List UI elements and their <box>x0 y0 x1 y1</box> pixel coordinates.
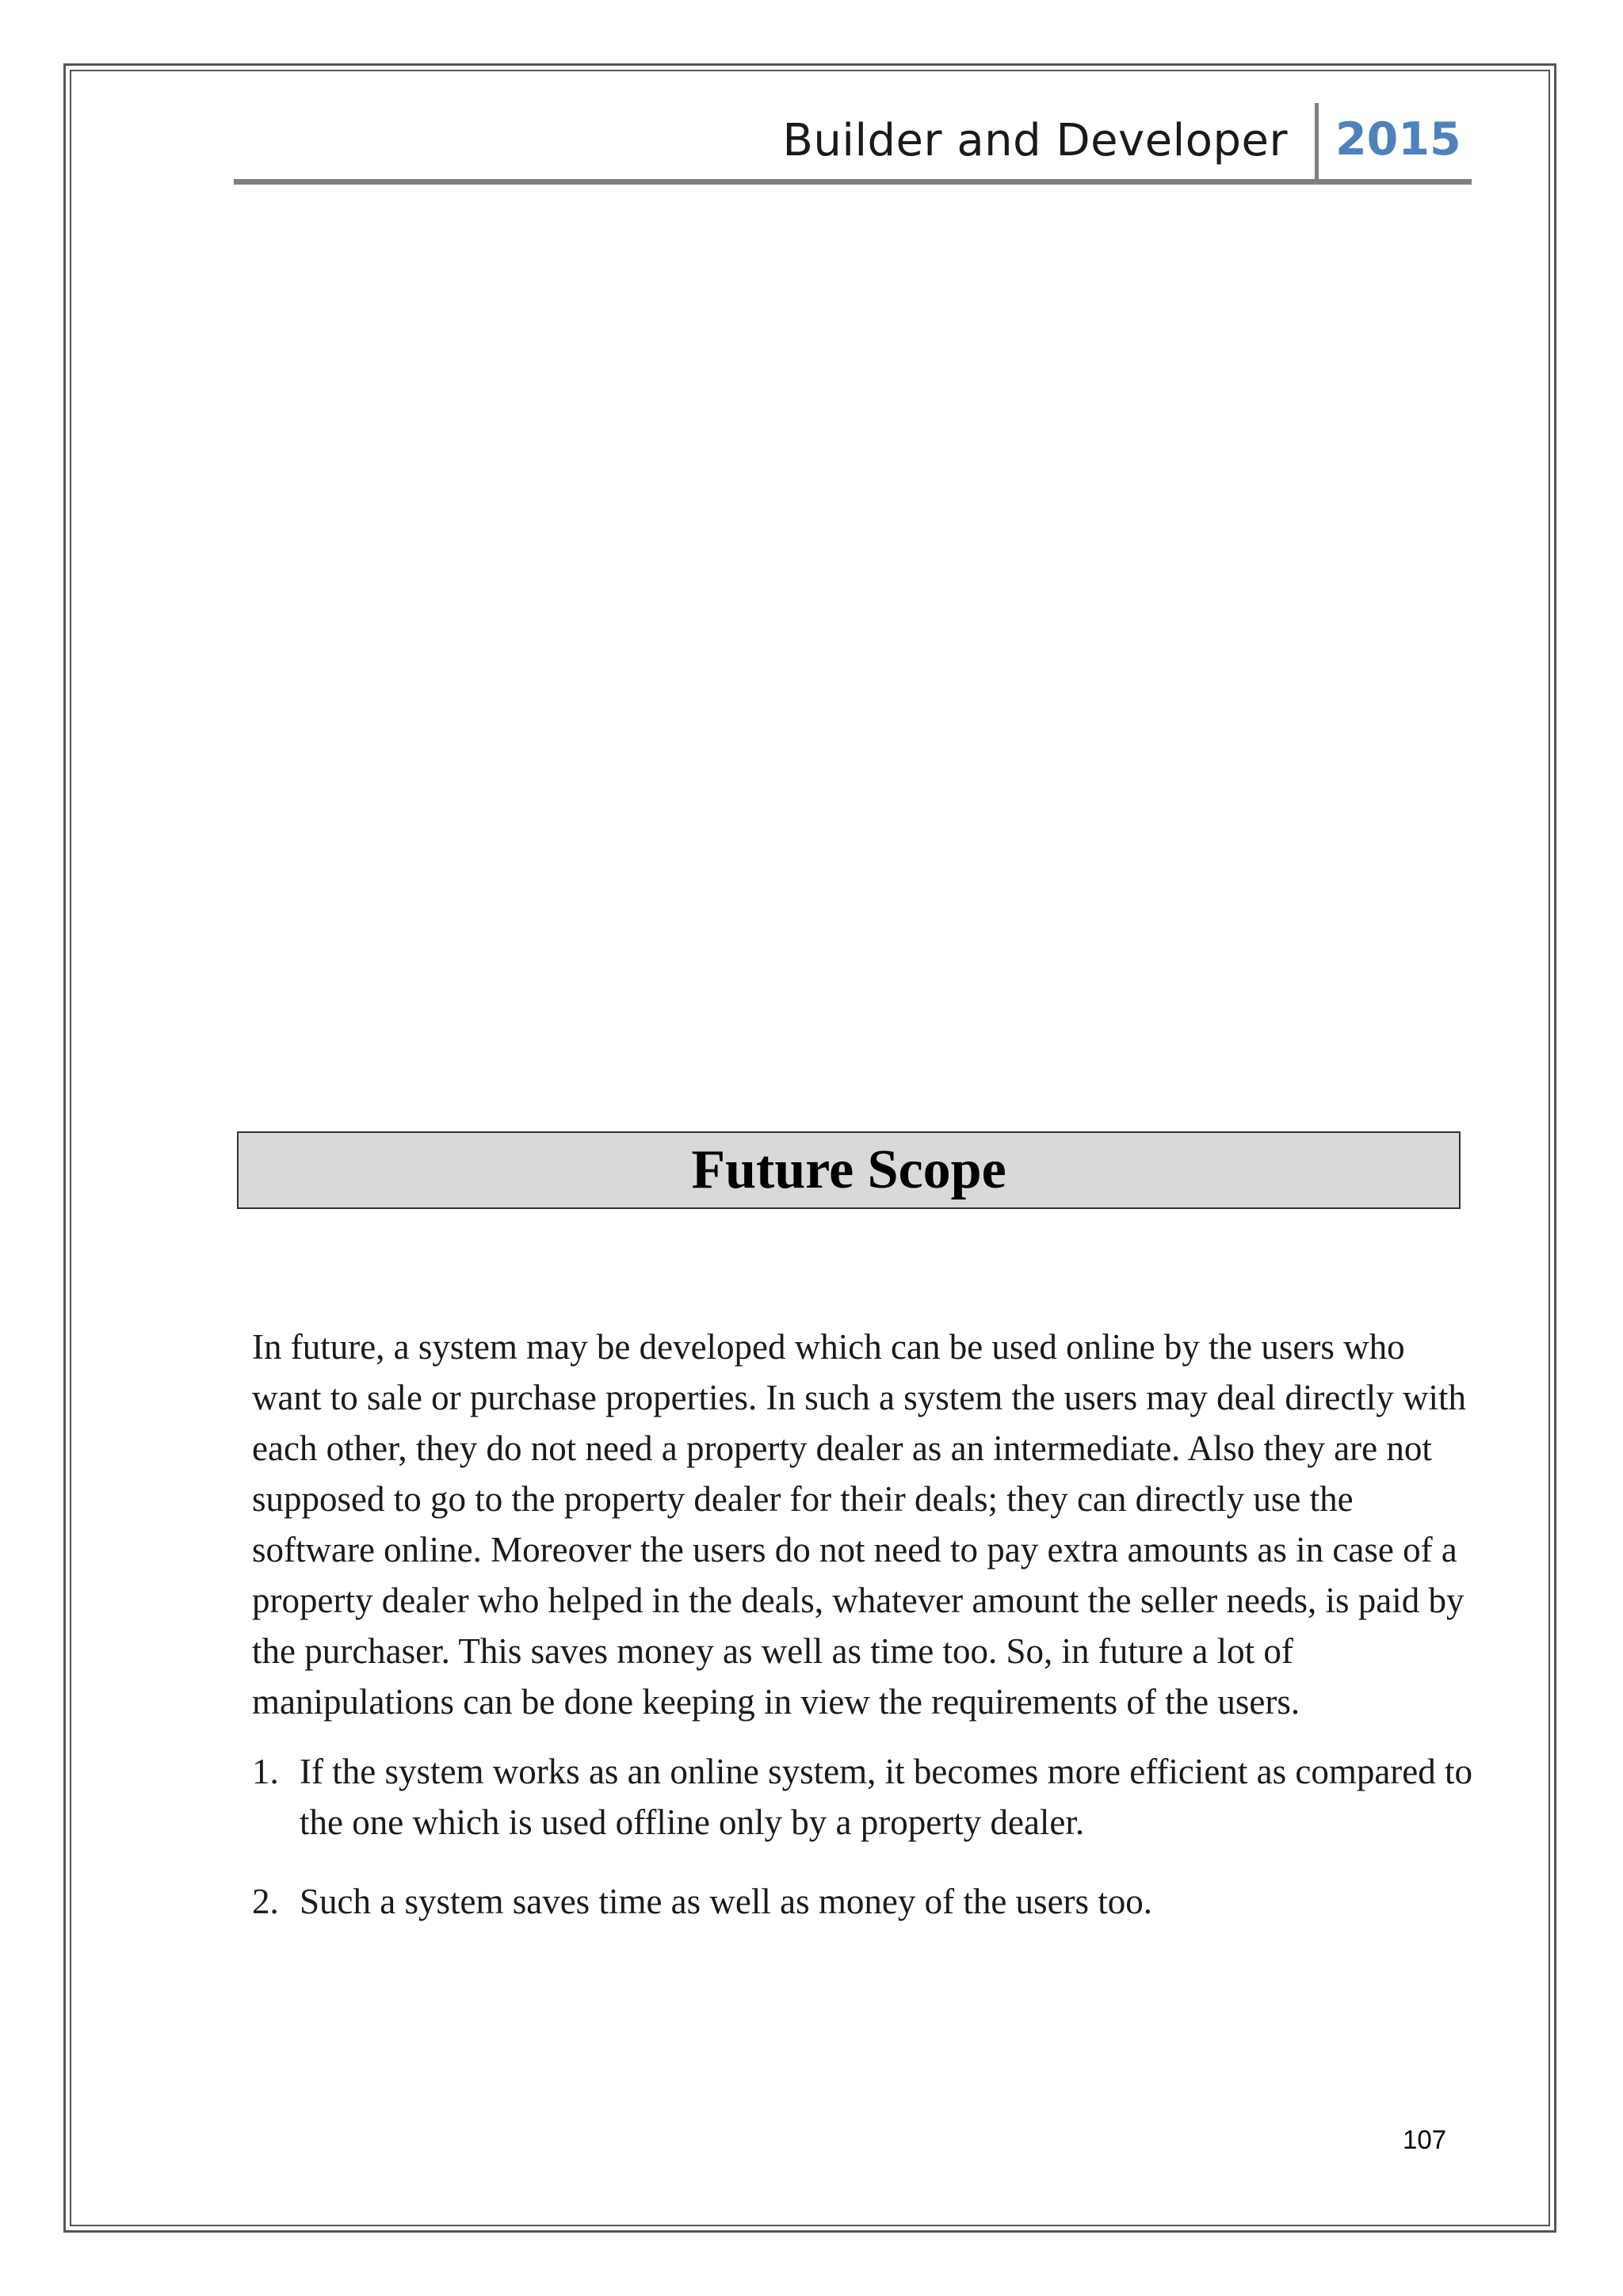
list-item-text: If the system works as an online system, it becomes more efficient as compared to the one which is used offline only by a property dealer. <box>300 1752 1473 1842</box>
list-item-text: Such a system saves time as well as money of the users too. <box>300 1882 1153 1921</box>
list-item <box>252 1746 1472 1848</box>
list-item-number: 1. <box>252 1752 279 1791</box>
header-separator <box>1315 103 1319 182</box>
list-item <box>252 1876 1472 1927</box>
body-content <box>252 1322 1472 1955</box>
numbered-list <box>252 1746 1472 1927</box>
header-rule <box>234 179 1472 185</box>
section-heading-box <box>237 1131 1461 1209</box>
header-title: Builder and Developer <box>782 115 1288 166</box>
list-item-number: 2. <box>252 1882 279 1921</box>
header-year: 2015 <box>1335 113 1461 166</box>
page-number: 107 <box>1403 2125 1447 2154</box>
body-paragraph: In future, a system may be developed which can be used online by the users who want to sale or purchase properties. In such a system the users may deal directly with each other, they do not need a property dealer as an intermediate. Also they are not supposed to go to the property dealer for their deals; they can directly use the software online. Moreover the users do not need to pay extra amounts as in case of a property dealer who helped in the deals, whatever amount the seller needs, is paid by the purchaser. This saves money as well as time too. So, in future a lot of manipulations can be done keeping in view the requirements of the users. <box>252 1327 1467 1722</box>
section-title: Future Scope <box>691 1139 1006 1200</box>
page-header <box>234 99 1472 186</box>
